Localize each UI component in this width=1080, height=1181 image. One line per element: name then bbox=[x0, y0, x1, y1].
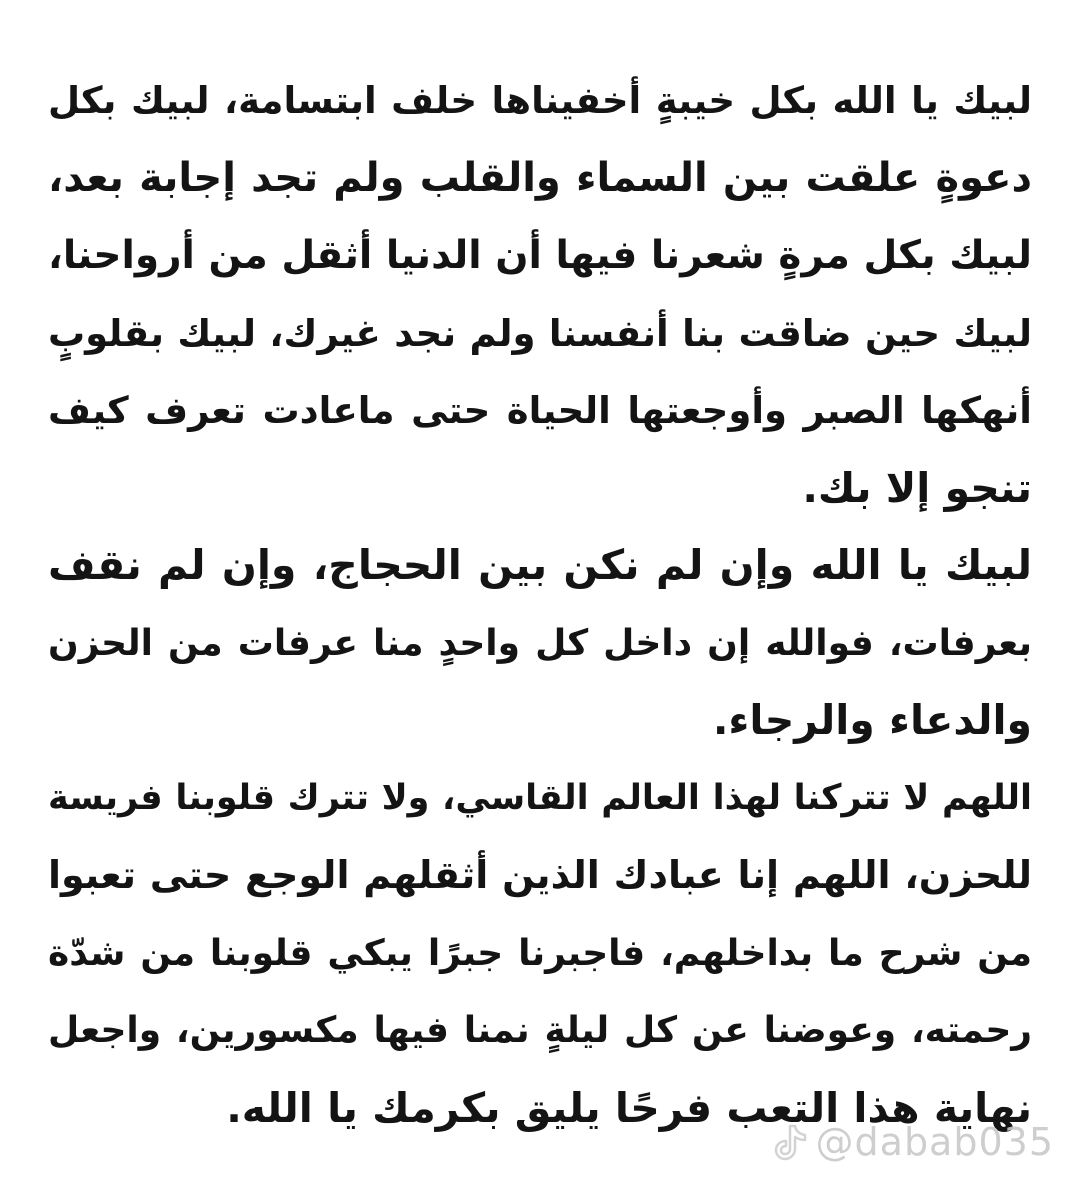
text-line: دعوةٍ علقت بين السماء والقلب ولم تجد إجابة بعد، bbox=[48, 154, 1032, 201]
text-line: والدعاء والرجاء. bbox=[712, 696, 1032, 744]
text-line: تنجو إلا بك. bbox=[802, 463, 1032, 512]
text-line: من شرح ما بداخلهم، فاجبرنا جبرًا يبكي قلوبنا من شدّة bbox=[48, 932, 1032, 974]
text-line: لبيك حين ضاقت بنا أنفسنا ولم نجد غيرك، لبيك بقلوبٍ bbox=[48, 311, 1032, 355]
tiktok-icon bbox=[774, 1122, 810, 1162]
text-line: لبيك يا الله بكل خيبةٍ أخفيناها خلف ابتسامة، لبيك بكل bbox=[48, 79, 1032, 122]
watermark-handle: @dabab035 bbox=[815, 1120, 1054, 1164]
text-line: رحمته، وعوضنا عن كل ليلةٍ نمنا فيها مكسورين، واجعل bbox=[48, 1010, 1032, 1051]
text-line: لبيك بكل مرةٍ شعرنا فيها أن الدنيا أثقل من أرواحنا، bbox=[48, 233, 1032, 278]
dua-text bbox=[48, 62, 1032, 1147]
text-line: نهاية هذا التعب فرحًا يليق بكرمك يا الله. bbox=[226, 1083, 1032, 1132]
text-line: اللهم لا تتركنا لهذا العالم القاسي، ولا تترك قلوبنا فريسة bbox=[48, 777, 1032, 818]
text-line: للحزن، اللهم إنا عبادك الذين أثقلهم الوجع حتى تعبوا bbox=[48, 853, 1032, 897]
watermark bbox=[774, 1117, 1054, 1167]
text-line: بعرفات، فوالله إن داخل كل واحدٍ منا عرفات من الحزن bbox=[48, 622, 1032, 664]
text-line: أنهكها الصبر وأوجعتها الحياة حتى ماعادت تعرف كيف bbox=[48, 389, 1032, 432]
text-line: لبيك يا الله وإن لم نكن بين الحجاج، وإن لم نقف bbox=[48, 541, 1032, 589]
